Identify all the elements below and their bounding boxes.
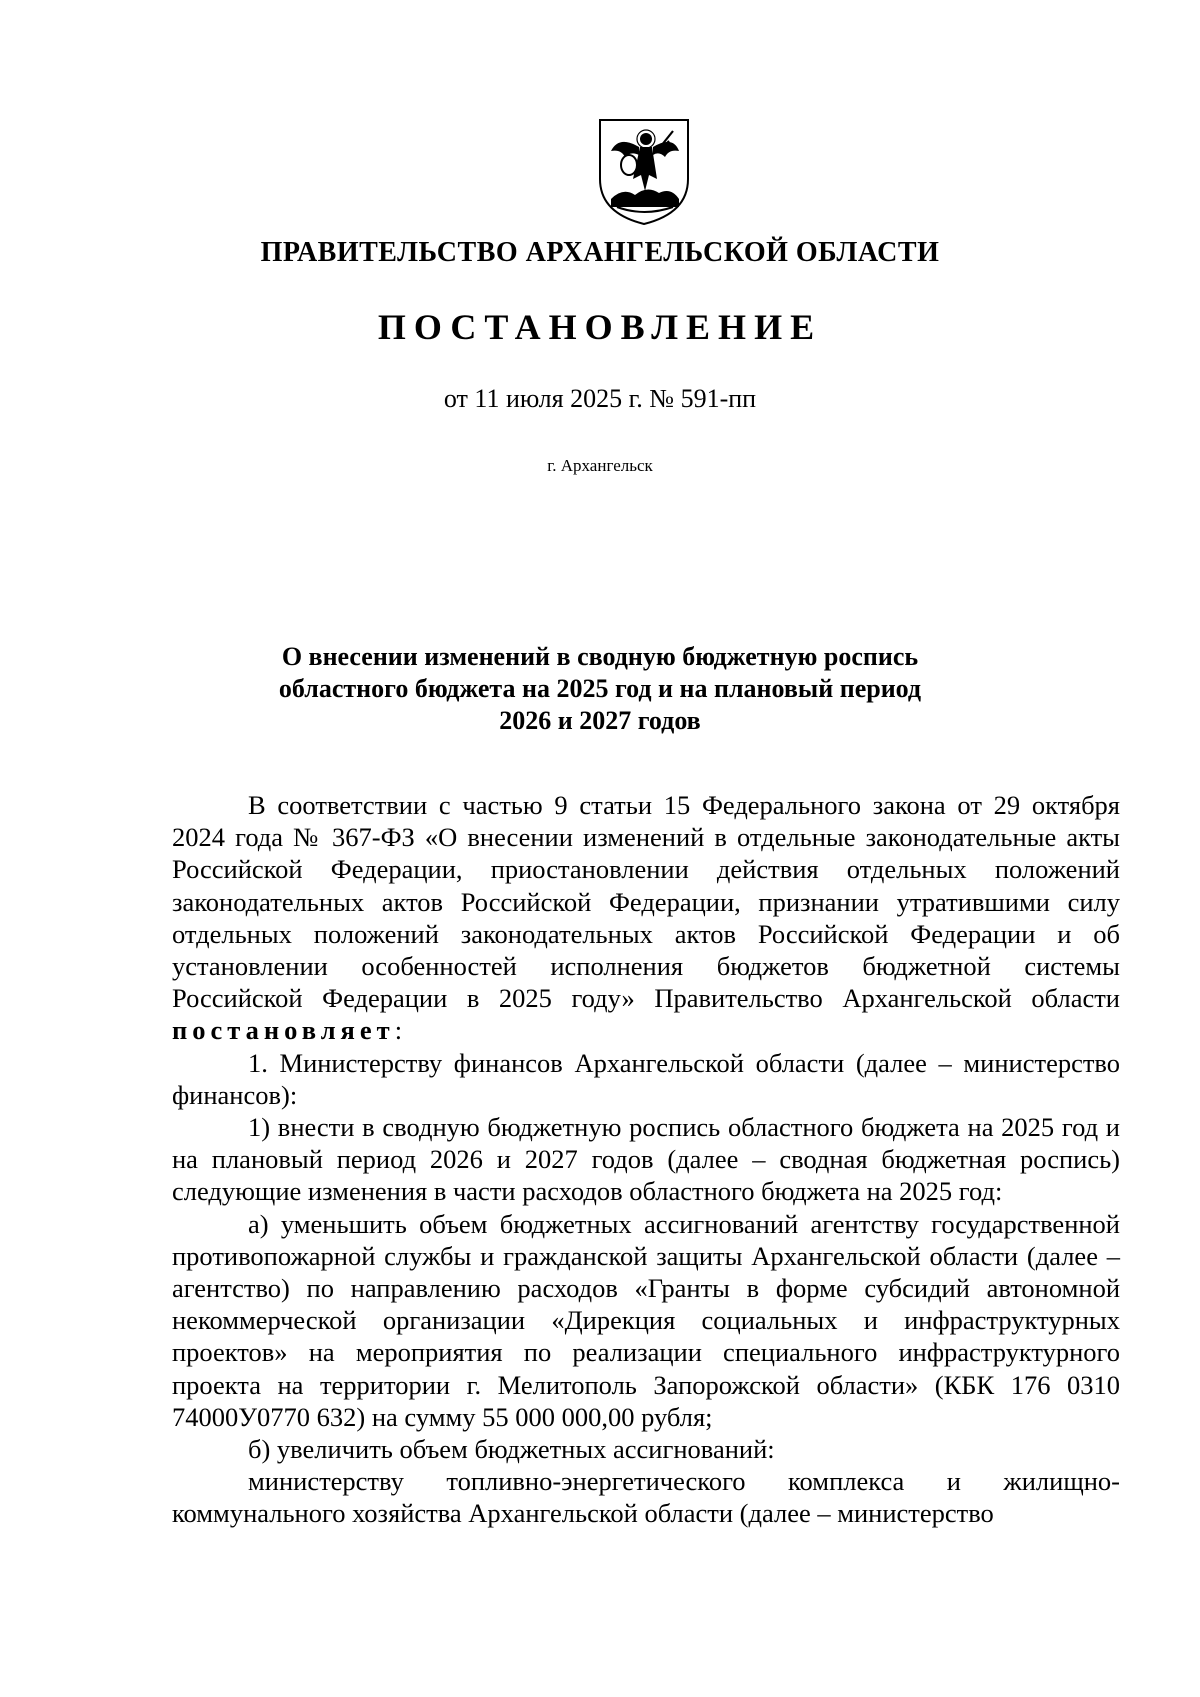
document-type: ПОСТАНОВЛЕНИЕ [377, 307, 823, 347]
document-title [0, 641, 1200, 737]
item-1-paragraph: 1. Министерству финансов Архангельской области (далее – министерство финансов): [172, 1047, 1120, 1110]
city: г. Архангельск [547, 456, 653, 475]
title-line-3: 2026 и 2027 годов [499, 706, 701, 735]
date-and-number: от 11 июля 2025 г. № 591-пп [443, 384, 757, 413]
ministry-paragraph: министерству топливно-энергетического комплекса и жилищно-коммунального хозяйства Архангельской области (далее – министерство [172, 1466, 1120, 1529]
decree-colon: : [394, 1015, 403, 1046]
subitem-b-paragraph: б) увеличить объем бюджетных ассигнований: [248, 1434, 775, 1465]
document-body [172, 789, 1120, 1530]
title-line-2: областного бюджета на 2025 год и на плановый период [278, 674, 922, 703]
preamble-text: В соответствии с частью 9 статьи 15 Федерального закона от 29 октября 2024 года № 367-ФЗ «О внесении изменений в отдельные законодательные акты Российской Федерации, приостановлении действия отдельных положений законодательных актов Российской Федерации, признании утратившими силу отдельных положений законодательных актов Российской Федерации и об установлении особенностей исполнения бюджетов бюджетной системы Российской Федерации в 2025 году» Правительство Архангельской области [172, 790, 1120, 1014]
subitem-a-paragraph: а) уменьшить объем бюджетных ассигнований агентству государственной противопожарной службы и гражданской защиты Архангельской области (далее – агентство) по направлению расходов «Гранты в форме субсидий автономной некоммерческой организации «Дирекция социальных и инфраструктурных проектов» на мероприятия по реализации специального инфраструктурного проекта на территории г. Мелитополь Запорожской области» (КБК 176 0310 74000У0770 632) на сумму 55 000 000,00 рубля; [172, 1208, 1120, 1432]
archangel-coat-of-arms-icon [597, 117, 691, 227]
subitem-1-paragraph: 1) внести в сводную бюджетную роспись областного бюджета на 2025 год и на плановый период 2026 и 2027 годов (далее – сводная бюджетная роспись) следующие изменения в части расходов областного бюджета на 2025 год: [172, 1112, 1120, 1207]
preamble-paragraph [172, 789, 1120, 1047]
government-name: ПРАВИТЕЛЬСТВО АРХАНГЕЛЬСКОЙ ОБЛАСТИ [260, 237, 940, 268]
coat-of-arms-emblem [597, 117, 691, 227]
title-line-1: О внесении изменений в сводную бюджетную роспись [281, 642, 919, 671]
decree-word: постановляет [172, 1015, 395, 1046]
